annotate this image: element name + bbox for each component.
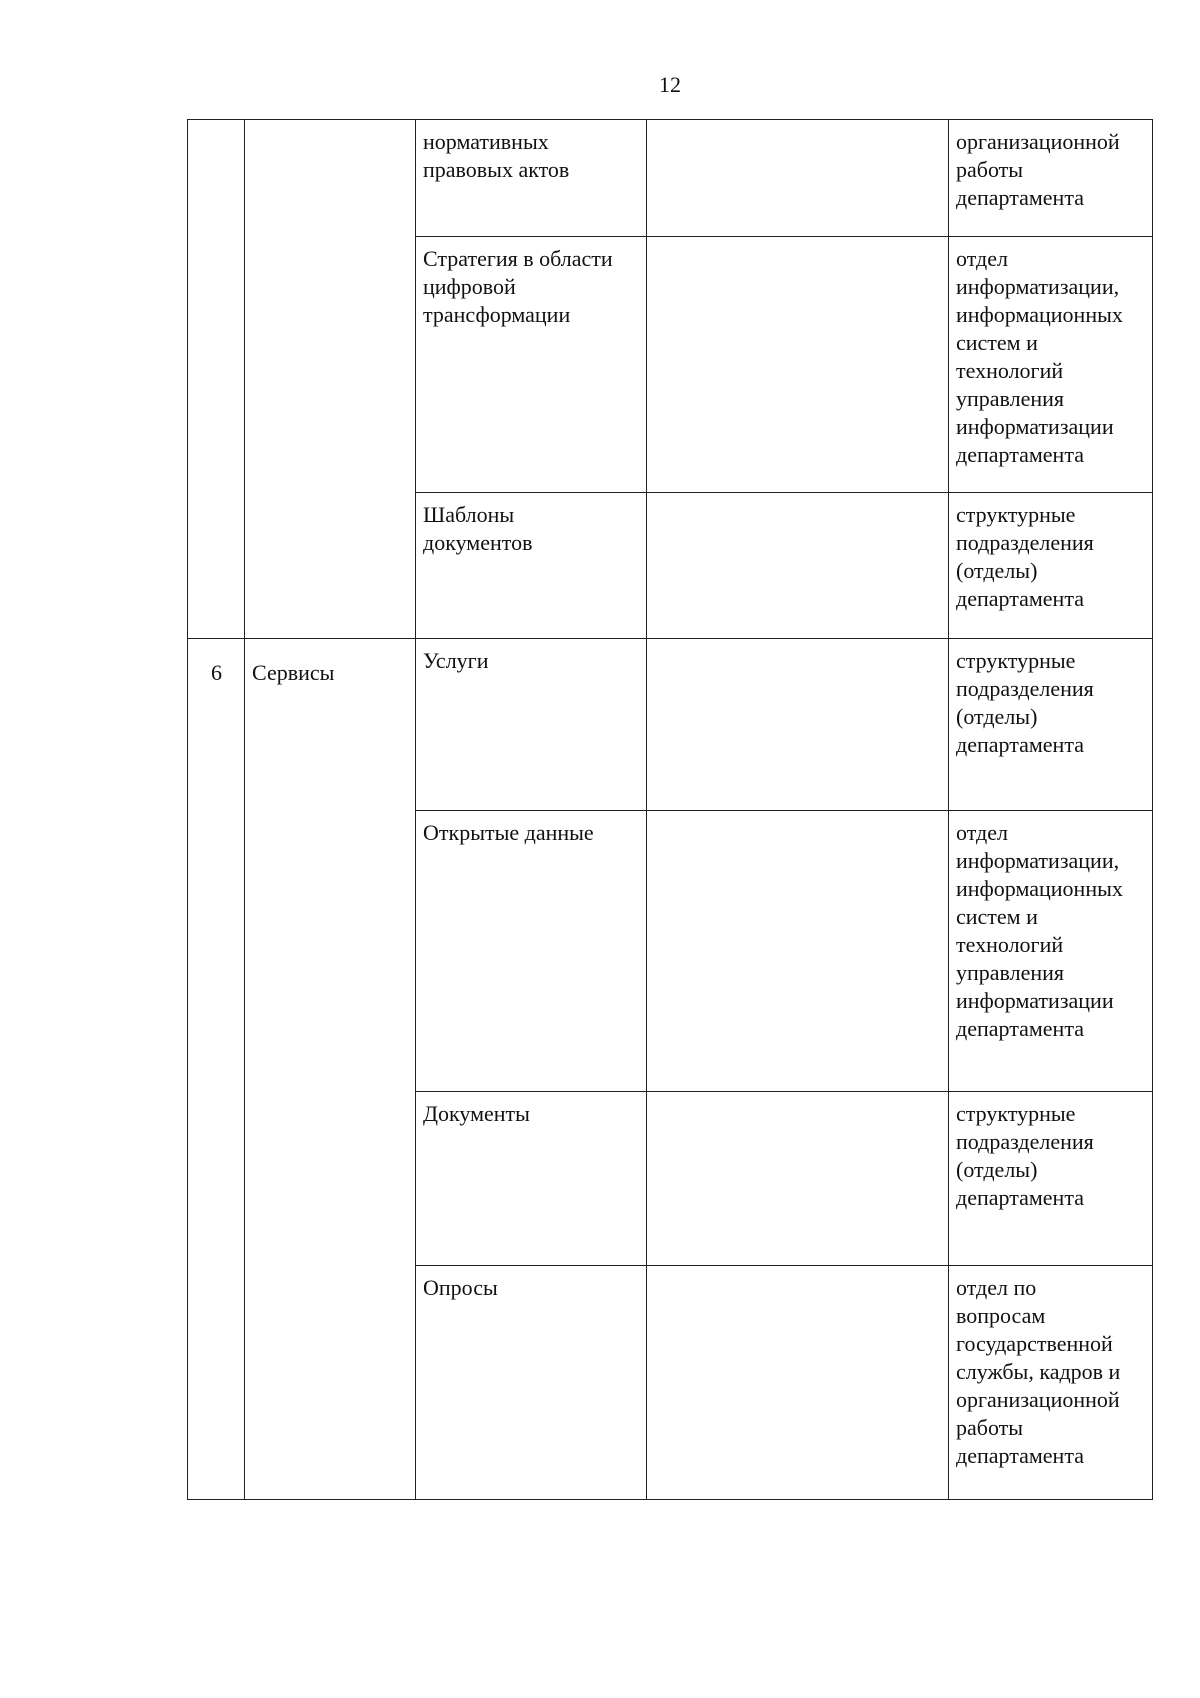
table-row xyxy=(188,236,1153,492)
row-number-cell xyxy=(188,639,245,811)
page-number: 12 xyxy=(659,72,681,97)
item-cell xyxy=(416,639,647,811)
note-cell xyxy=(647,1265,949,1500)
row-number: 6 xyxy=(211,660,222,685)
section-cell xyxy=(245,492,416,639)
note-cell xyxy=(647,810,949,1091)
row-number-cell xyxy=(188,810,245,1091)
note-cell xyxy=(647,639,949,811)
row-number-cell xyxy=(188,1091,245,1265)
section-cell xyxy=(245,120,416,237)
section-cell xyxy=(245,236,416,492)
item-name: Шаблоны документов xyxy=(423,501,533,555)
item-cell xyxy=(416,236,647,492)
table-row xyxy=(188,1265,1153,1500)
section-cell xyxy=(245,810,416,1091)
item-cell xyxy=(416,810,647,1091)
item-cell xyxy=(416,120,647,237)
item-name: нормативных правовых актов xyxy=(423,129,570,182)
item-name: Открытые данные xyxy=(423,819,594,845)
table-row xyxy=(188,810,1153,1091)
responsible-cell xyxy=(949,1265,1153,1500)
responsible-unit: организационной работы департамента xyxy=(956,129,1120,210)
item-cell xyxy=(416,492,647,639)
services-table xyxy=(187,119,1153,1500)
section-cell xyxy=(245,1265,416,1500)
note-cell xyxy=(647,236,949,492)
table-row xyxy=(188,120,1153,237)
row-number-cell xyxy=(188,120,245,237)
table-row xyxy=(188,492,1153,639)
item-name: Опросы xyxy=(423,1274,498,1300)
responsible-unit: структурные подразделения (отделы) департамента xyxy=(956,648,1094,757)
table-row xyxy=(188,639,1153,811)
section-cell xyxy=(245,639,416,811)
responsible-cell xyxy=(949,1091,1153,1265)
section-cell xyxy=(245,1091,416,1265)
item-name: Документы xyxy=(423,1100,530,1126)
responsible-cell xyxy=(949,492,1153,639)
item-name: Услуги xyxy=(423,648,489,673)
responsible-unit: отдел информатизации, информационных систем и технологий управления информатизации департамента xyxy=(956,819,1123,1041)
section-name: Сервисы xyxy=(252,660,335,685)
row-number-cell xyxy=(188,236,245,492)
item-name: Стратегия в области цифровой трансформации xyxy=(423,245,613,327)
responsible-unit: отдел по вопросам государственной службы, кадров и организационной работы департамента xyxy=(956,1274,1121,1468)
item-cell xyxy=(416,1265,647,1500)
row-number-cell xyxy=(188,492,245,639)
note-cell xyxy=(647,1091,949,1265)
item-cell xyxy=(416,1091,647,1265)
responsible-unit: структурные подразделения (отделы) департамента xyxy=(956,1100,1094,1210)
note-cell xyxy=(647,492,949,639)
responsible-cell xyxy=(949,120,1153,237)
note-cell xyxy=(647,120,949,237)
table-row xyxy=(188,1091,1153,1265)
responsible-cell xyxy=(949,810,1153,1091)
responsible-unit: структурные подразделения (отделы) департамента xyxy=(956,501,1094,611)
responsible-unit: отдел информатизации, информационных систем и технологий управления информатизации департамента xyxy=(956,245,1123,467)
row-number-cell xyxy=(188,1265,245,1500)
responsible-cell xyxy=(949,236,1153,492)
responsible-cell xyxy=(949,639,1153,811)
